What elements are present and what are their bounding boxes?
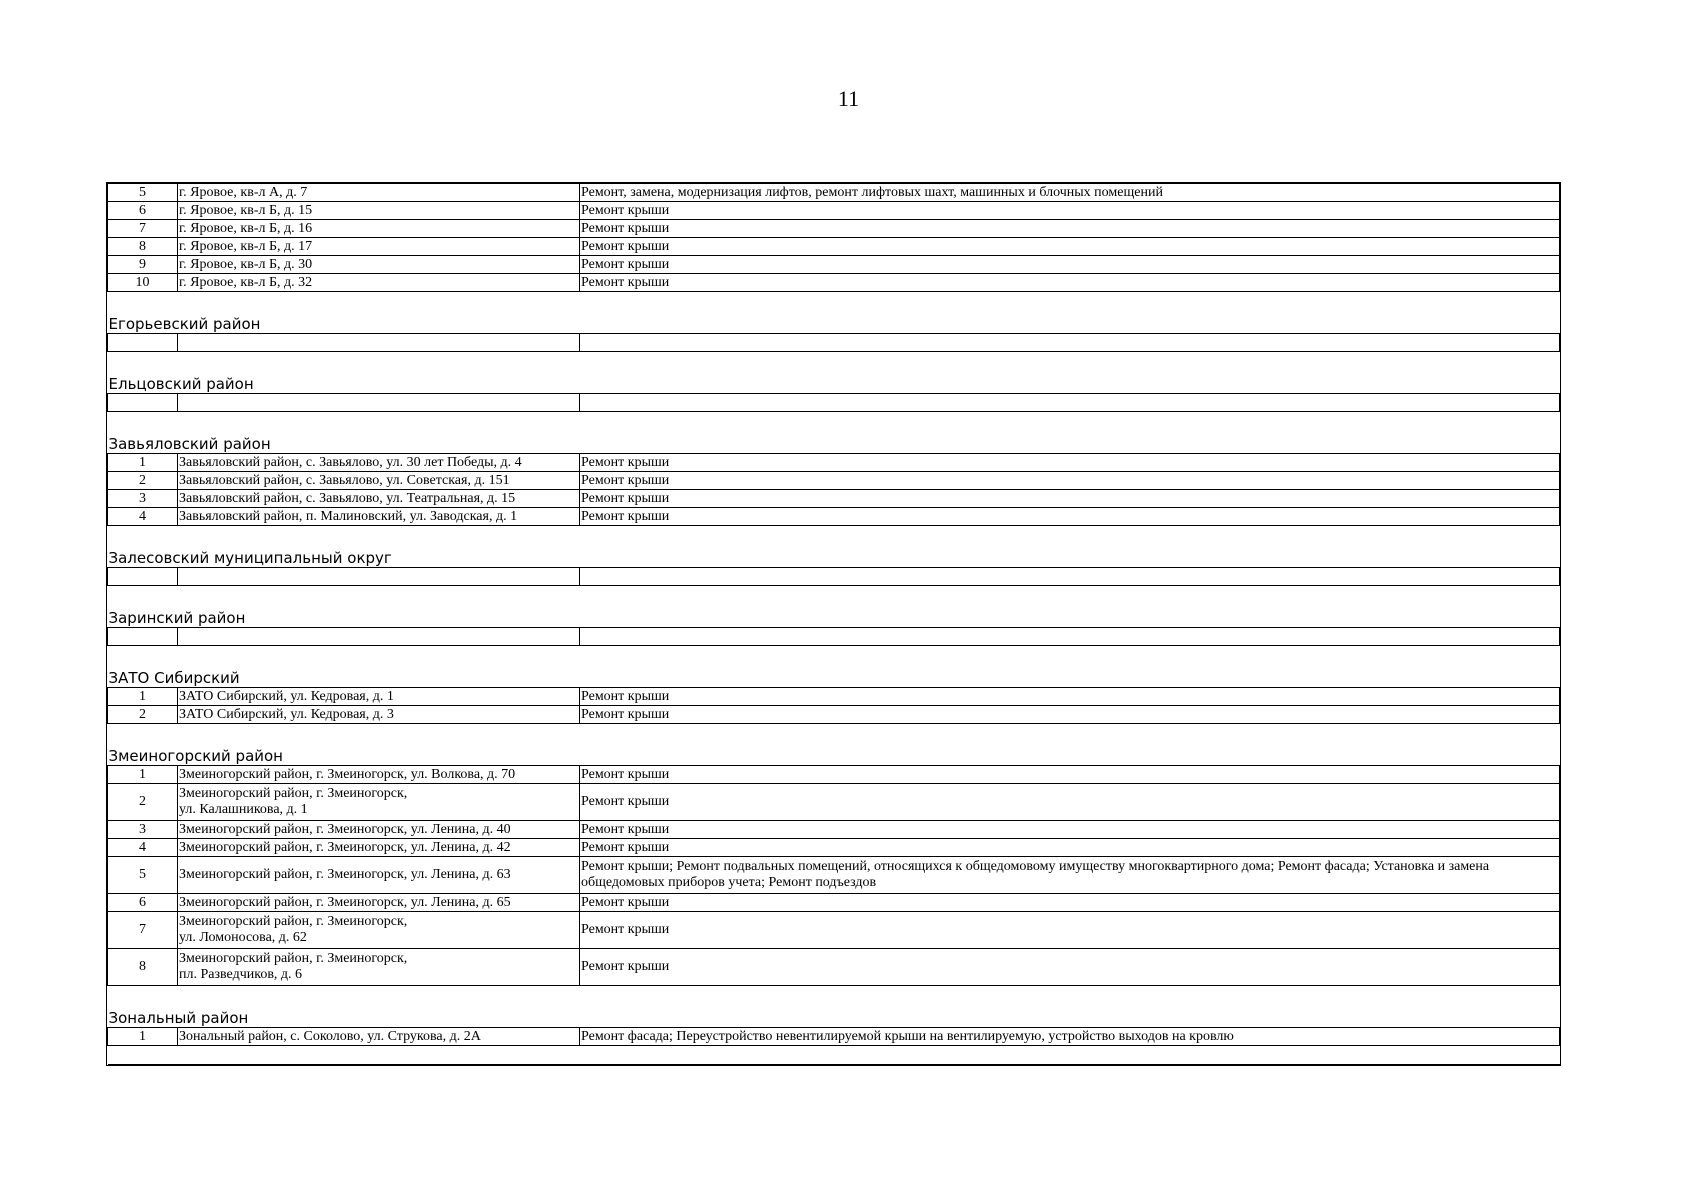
empty-cell: [178, 394, 580, 412]
page-number: 11: [837, 86, 860, 111]
empty-cell: [178, 334, 580, 352]
work-type-cell: Ремонт крыши: [580, 508, 1560, 526]
work-type-cell: Ремонт крыши: [580, 894, 1560, 912]
section-title: ЗАТО Сибирский: [108, 646, 1560, 688]
empty-cell: [108, 334, 178, 352]
work-type-cell: Ремонт крыши: [580, 472, 1560, 490]
table-row: [108, 766, 1560, 784]
table-row: [108, 472, 1560, 490]
section-title: Завьяловский район: [108, 412, 1560, 454]
address-cell: г. Яровое, кв-л А, д. 7: [178, 184, 580, 202]
empty-cell: [108, 394, 178, 412]
table-row: [108, 821, 1560, 839]
empty-cell: [108, 568, 178, 586]
section-header-row: [108, 724, 1560, 766]
address-cell: Змеиногорский район, г. Змеиногорск, ул. Ленина, д. 63: [178, 857, 580, 894]
section-header-row: [108, 292, 1560, 334]
row-number-cell: 6: [108, 202, 178, 220]
empty-cell: [178, 628, 580, 646]
work-type-cell: Ремонт крыши: [580, 202, 1560, 220]
table-row: [108, 490, 1560, 508]
table-row: [108, 894, 1560, 912]
work-type-cell: Ремонт крыши: [580, 766, 1560, 784]
table-row: [108, 202, 1560, 220]
section-title: Зональный район: [108, 986, 1560, 1028]
table-row: [108, 238, 1560, 256]
table-row: [108, 256, 1560, 274]
address-cell: ЗАТО Сибирский, ул. Кедровая, д. 3: [178, 706, 580, 724]
table-row: [108, 274, 1560, 292]
table-row: [108, 220, 1560, 238]
address-cell: г. Яровое, кв-л Б, д. 17: [178, 238, 580, 256]
section-title: Егорьевский район: [108, 292, 1560, 334]
row-number-cell: 10: [108, 274, 178, 292]
work-type-cell: Ремонт фасада; Переустройство невентилируемой крыши на вентилируемую, устройство выходов на кровлю: [580, 1028, 1560, 1046]
empty-cell: [580, 334, 1560, 352]
work-type-cell: Ремонт крыши: [580, 949, 1560, 986]
table-row: [108, 706, 1560, 724]
work-type-cell: Ремонт крыши: [580, 454, 1560, 472]
work-type-cell: Ремонт крыши: [580, 238, 1560, 256]
closing-row: [108, 1046, 1560, 1065]
empty-table-row: [108, 628, 1560, 646]
table-body: [108, 184, 1560, 1065]
address-cell: Завьяловский район, п. Малиновский, ул. Заводская, д. 1: [178, 508, 580, 526]
empty-table-row: [108, 568, 1560, 586]
row-number-cell: 8: [108, 238, 178, 256]
address-cell: г. Яровое, кв-л Б, д. 32: [178, 274, 580, 292]
address-cell: Змеиногорский район, г. Змеиногорск, ул. Ленина, д. 40: [178, 821, 580, 839]
section-title: Залесовский муниципальный округ: [108, 526, 1560, 568]
empty-cell: [580, 394, 1560, 412]
row-number-cell: 5: [108, 184, 178, 202]
address-cell: Змеиногорский район, г. Змеиногорск, пл. Разведчиков, д. 6: [178, 949, 580, 986]
table-row: [108, 1028, 1560, 1046]
section-header-row: [108, 986, 1560, 1028]
work-type-cell: Ремонт крыши: [580, 784, 1560, 821]
address-cell: Завьяловский район, с. Завьялово, ул. 30 лет Победы, д. 4: [178, 454, 580, 472]
table-row: [108, 857, 1560, 894]
table-row: [108, 839, 1560, 857]
address-cell: Змеиногорский район, г. Змеиногорск, ул. Калашникова, д. 1: [178, 784, 580, 821]
address-cell: Завьяловский район, с. Завьялово, ул. Театральная, д. 15: [178, 490, 580, 508]
row-number-cell: 6: [108, 894, 178, 912]
table-row: [108, 184, 1560, 202]
row-number-cell: 9: [108, 256, 178, 274]
address-cell: Завьяловский район, с. Завьялово, ул. Советская, д. 151: [178, 472, 580, 490]
address-cell: Змеиногорский район, г. Змеиногорск, ул. Ленина, д. 42: [178, 839, 580, 857]
work-type-cell: Ремонт крыши: [580, 256, 1560, 274]
work-type-cell: Ремонт крыши: [580, 274, 1560, 292]
row-number-cell: 8: [108, 949, 178, 986]
row-number-cell: 7: [108, 220, 178, 238]
address-cell: г. Яровое, кв-л Б, д. 30: [178, 256, 580, 274]
row-number-cell: 2: [108, 706, 178, 724]
row-number-cell: 7: [108, 912, 178, 949]
row-number-cell: 2: [108, 472, 178, 490]
address-cell: Змеиногорский район, г. Змеиногорск, ул. Волкова, д. 70: [178, 766, 580, 784]
section-header-row: [108, 526, 1560, 568]
table-row: [108, 508, 1560, 526]
row-number-cell: 1: [108, 766, 178, 784]
table-row: [108, 912, 1560, 949]
row-number-cell: 1: [108, 1028, 178, 1046]
work-type-cell: Ремонт крыши: [580, 688, 1560, 706]
work-type-cell: Ремонт, замена, модернизация лифтов, ремонт лифтовых шахт, машинных и блочных помещений: [580, 184, 1560, 202]
empty-table-row: [108, 334, 1560, 352]
empty-table-row: [108, 394, 1560, 412]
row-number-cell: 1: [108, 454, 178, 472]
address-cell: Зональный район, с. Соколово, ул. Струкова, д. 2А: [178, 1028, 580, 1046]
empty-cell: [178, 568, 580, 586]
row-number-cell: 2: [108, 784, 178, 821]
row-number-cell: 5: [108, 857, 178, 894]
address-cell: г. Яровое, кв-л Б, д. 16: [178, 220, 580, 238]
table-row: [108, 949, 1560, 986]
work-type-cell: Ремонт крыши: [580, 839, 1560, 857]
row-number-cell: 3: [108, 821, 178, 839]
address-cell: Змеиногорский район, г. Змеиногорск, ул. Ломоносова, д. 62: [178, 912, 580, 949]
empty-cell: [580, 568, 1560, 586]
work-type-cell: Ремонт крыши: [580, 490, 1560, 508]
row-number-cell: 4: [108, 839, 178, 857]
capital-repair-table: [106, 182, 1561, 1066]
work-type-cell: Ремонт крыши: [580, 220, 1560, 238]
row-number-cell: 4: [108, 508, 178, 526]
row-number-cell: 1: [108, 688, 178, 706]
empty-cell: [580, 628, 1560, 646]
row-number-cell: 3: [108, 490, 178, 508]
section-title: Змеиногорский район: [108, 724, 1560, 766]
table-row: [108, 784, 1560, 821]
work-type-cell: Ремонт крыши: [580, 912, 1560, 949]
work-type-cell: Ремонт крыши; Ремонт подвальных помещений, относящихся к общедомовому имуществу многоквартирного дома; Ремонт фасада; Установка и замена общедомовых приборов учета; Ремонт подъездов: [580, 857, 1560, 894]
section-header-row: [108, 352, 1560, 394]
section-header-row: [108, 646, 1560, 688]
empty-cell: [108, 628, 178, 646]
work-type-cell: Ремонт крыши: [580, 821, 1560, 839]
table-row: [108, 688, 1560, 706]
address-cell: г. Яровое, кв-л Б, д. 15: [178, 202, 580, 220]
work-type-cell: Ремонт крыши: [580, 706, 1560, 724]
section-title: Заринский район: [108, 586, 1560, 628]
address-cell: ЗАТО Сибирский, ул. Кедровая, д. 1: [178, 688, 580, 706]
section-header-row: [108, 586, 1560, 628]
address-cell: Змеиногорский район, г. Змеиногорск, ул. Ленина, д. 65: [178, 894, 580, 912]
section-header-row: [108, 412, 1560, 454]
table-row: [108, 454, 1560, 472]
closing-cell: [108, 1046, 1560, 1065]
section-title: Ельцовский район: [108, 352, 1560, 394]
